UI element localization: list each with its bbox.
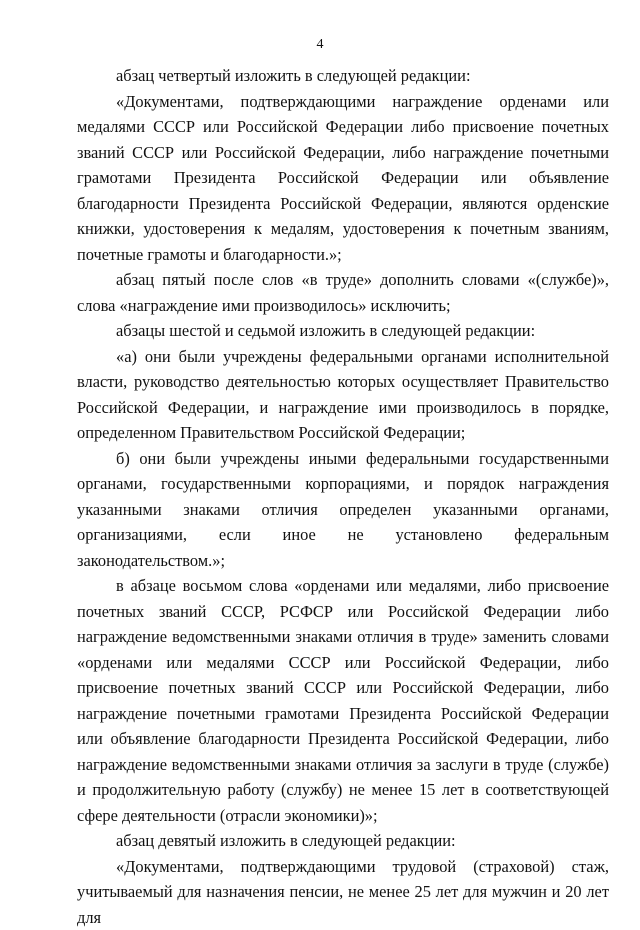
paragraph-6: б) они были учреждены иными федеральными государственными органами, государственными корпорациями, и порядок награждения указанными знаками отличия определен указанными органами, организациями, если иное не установлено федеральным законодательством.»; xyxy=(77,446,609,574)
paragraph-7: в абзаце восьмом слова «орденами или медалями, либо присвоение почетных званий СССР, РСФСР или Российской Федерации либо награждение ведомственными знаками отличия в труде» заменить словами «орденами или медалями СССР или Российской Федерации, либо присвоение почетных званий СССР или Российской Федерации, либо награждение почетными грамотами Президента Российской Федерации или объявление благодарности Президента Российской Федерации, либо награждение ведомственными знаками отличия за заслуги в труде (службе) и продолжительную работу (службу) не менее 15 лет в соответствующей сфере деятельности (отрасли экономики)»; xyxy=(77,573,609,828)
paragraph-5: «а) они были учреждены федеральными органами исполнительной власти, руководство деятельностью которых осуществляет Правительство Российской Федерации, и награждение ими производилось в порядке, определенном Правительством Российской Федерации; xyxy=(77,344,609,446)
paragraph-9: «Документами, подтверждающими трудовой (страховой) стаж, учитываемый для назначения пенсии, не менее 25 лет для мужчин и 20 лет для xyxy=(77,854,609,930)
paragraph-2: «Документами, подтверждающими награждение орденами или медалями СССР или Российской Федерации либо присвоение почетных званий СССР или Российской Федерации, либо награждение почетными грамотами Президента Российской Федерации или объявление благодарности Президента Российской Федерации, являются орденские книжки, удостоверения к медалям, удостоверения к почетным званиям, почетные грамоты и благодарности.»; xyxy=(77,89,609,268)
document-body xyxy=(77,63,609,930)
page-number: 4 xyxy=(0,36,640,54)
paragraph-1: абзац четвертый изложить в следующей редакции: xyxy=(77,63,609,89)
paragraph-8: абзац девятый изложить в следующей редакции: xyxy=(77,828,609,854)
paragraph-4: абзацы шестой и седьмой изложить в следующей редакции: xyxy=(77,318,609,344)
paragraph-3: абзац пятый после слов «в труде» дополнить словами «(службе)», слова «награждение ими производилось» исключить; xyxy=(77,267,609,318)
